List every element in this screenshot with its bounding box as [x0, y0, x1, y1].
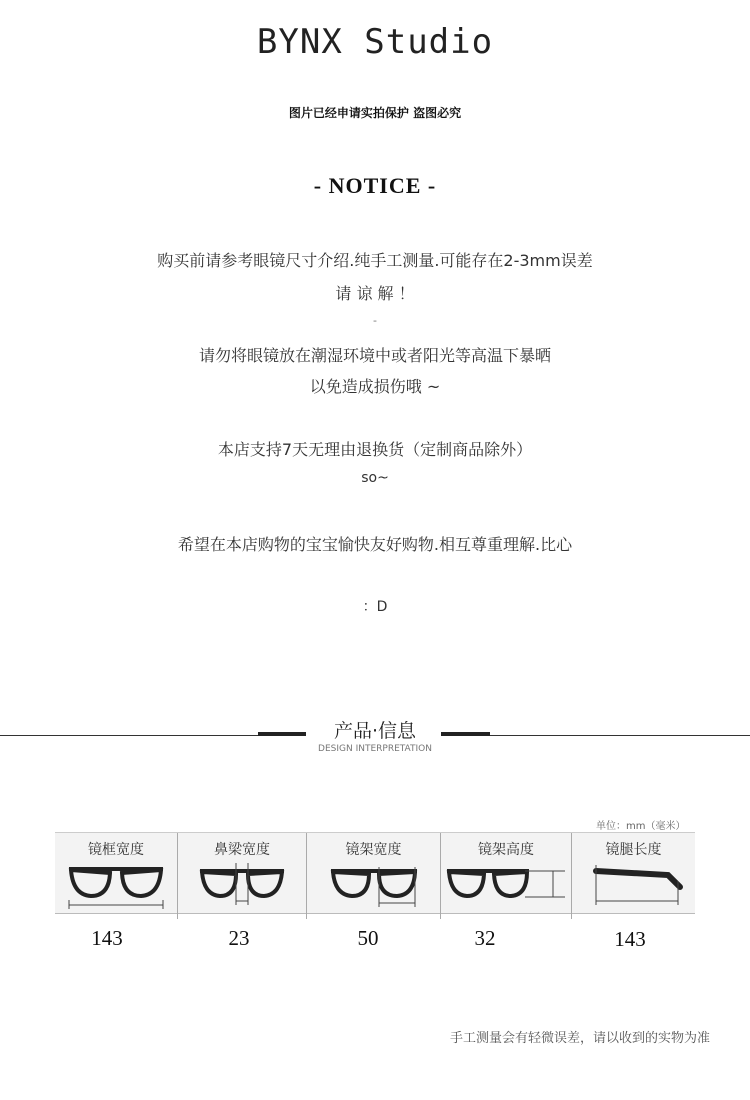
notice-line-care: 请勿将眼镜放在潮湿环境中或者阳光等高温下暴晒 — [198, 346, 551, 365]
section-subtitle: DESIGN INTERPRETATION — [318, 744, 432, 754]
notice-line-smile: ：D — [362, 599, 388, 615]
bridge-width-icon — [178, 861, 306, 913]
frame-width-icon — [55, 861, 177, 913]
notice-line-damage: 以免造成损伤哦 ~ — [309, 377, 441, 396]
measurement-value-temple-length: 143 — [614, 927, 646, 951]
lens-width-icon — [307, 861, 440, 913]
notice-line-apology: 请 谅 解 ！ — [335, 284, 415, 303]
measurement-label: 镜腿长度 — [605, 842, 662, 858]
measurement-lens-height — [441, 833, 571, 919]
measurement-label: 镜框宽度 — [88, 842, 144, 858]
measurement-value-bridge-width: 23 — [228, 926, 250, 950]
section-title: 产品·信息 — [333, 720, 417, 742]
temple-length-icon — [572, 861, 695, 913]
measurement-value-lens-width: 50 — [357, 926, 379, 950]
notice-line-wish: 希望在本店购物的宝宝愉快友好购物.相互尊重理解.比心 — [177, 535, 573, 554]
lens-height-icon — [441, 861, 571, 913]
photo-protection-notice: 图片已经申请实拍保护 盗图必究 — [288, 106, 462, 120]
measurement-footnote: 手工测量会有轻微误差，请以收到的实物为准 — [449, 1031, 710, 1046]
measurement-label: 镜架高度 — [478, 842, 534, 858]
measurement-label: 鼻梁宽度 — [214, 842, 270, 858]
notice-line-measurement: 购买前请参考眼镜尺寸介绍.纯手工测量.可能存在2-3mm误差 — [157, 251, 593, 270]
measurement-temple-length — [572, 833, 695, 919]
notice-title: - NOTICE - — [313, 173, 437, 198]
unit-label: 单位：mm（毫米） — [596, 821, 686, 832]
measurement-lens-width — [307, 833, 440, 919]
measurement-value-frame-width: 143 — [91, 926, 123, 950]
measurement-value-lens-height: 32 — [474, 926, 496, 950]
notice-divider: - — [373, 314, 377, 327]
measurement-bridge-width — [178, 833, 306, 919]
notice-line-so: so~ — [361, 470, 389, 486]
measurement-table — [55, 832, 695, 914]
brand-logo: BYNX Studio — [256, 22, 494, 62]
measurement-label: 镜架宽度 — [345, 842, 402, 858]
measurement-frame-width — [55, 833, 177, 919]
notice-line-returns: 本店支持7天无理由退换货（定制商品除外） — [217, 440, 533, 459]
